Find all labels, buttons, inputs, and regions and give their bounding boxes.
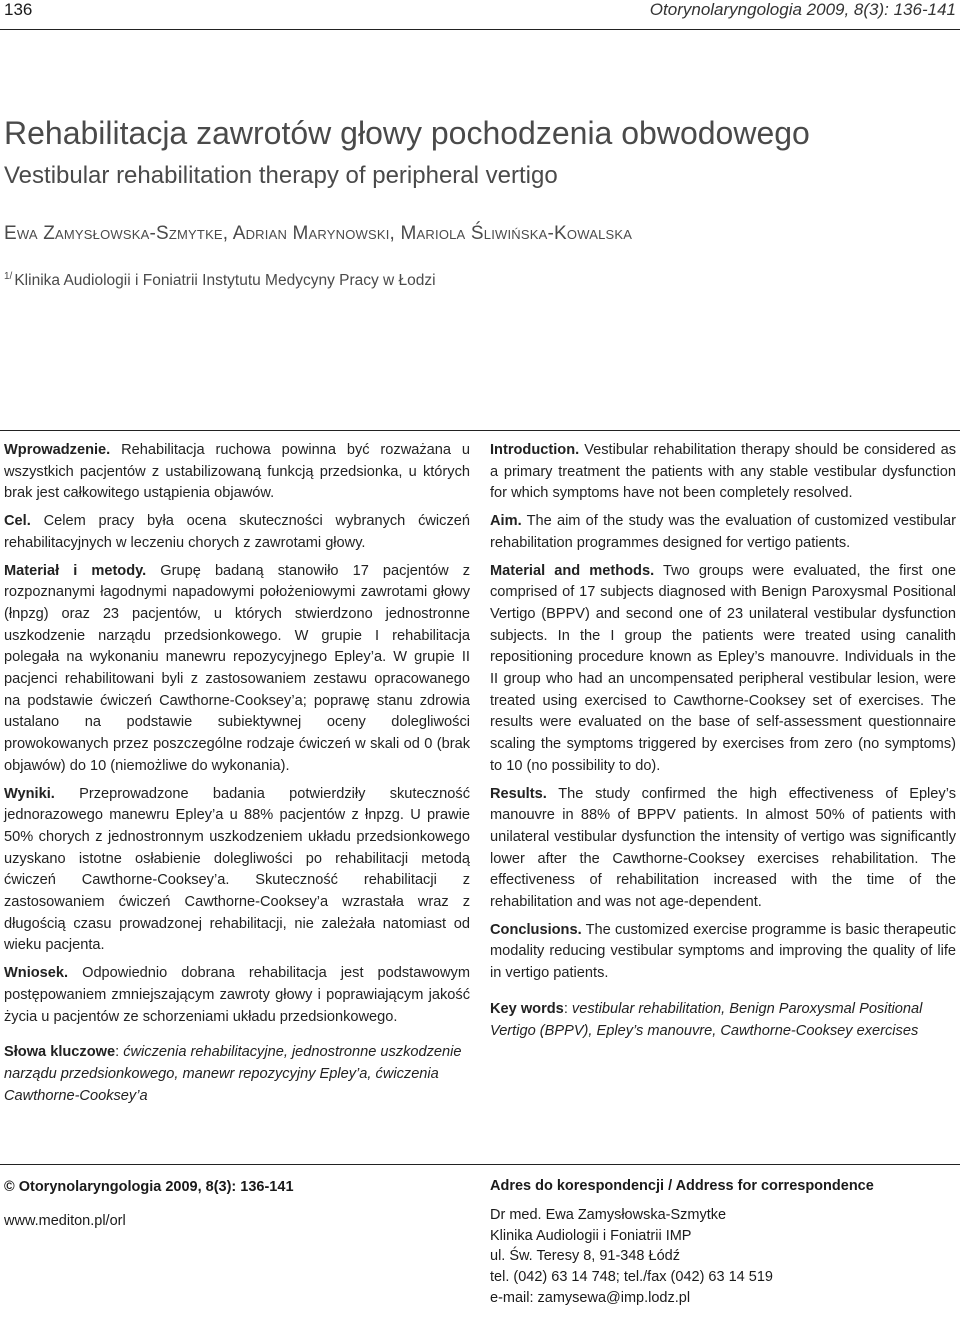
correspondence-org: Klinika Audiologii i Foniatrii IMP <box>490 1227 692 1244</box>
label-keywords-en: Key words <box>490 1000 564 1017</box>
abstract-pl-aim <box>4 511 470 554</box>
text-conclusion-en: The customized exercise programme is basic therapeutic modality reducing vestibular symptoms and improving the quality of life in vertigo patients. <box>490 921 956 982</box>
journal-citation: Otorynolaryngologia 2009, 8(3): 136-141 <box>649 0 956 19</box>
label-intro-en: Introduction. <box>490 442 580 458</box>
abstract-pl-conclusion <box>4 963 470 1028</box>
text-keywords-pl: ćwiczenia rehabilitacyjne, jednostronne uszkodzenie narządu przedsionkowego, manewr repozycyjny Epley’a, ćwiczenia Cawthorne-Cooksey’a <box>4 1044 462 1104</box>
abstract-pl-results <box>4 784 470 958</box>
label-conclusion-en: Conclusions. <box>490 921 582 938</box>
correspondence-email-link[interactable]: e-mail: zamysewa@imp.lodz.pl <box>490 1289 691 1306</box>
abstract-rule <box>0 430 960 431</box>
label-aim-pl: Cel. <box>4 513 31 530</box>
label-methods-pl: Materiał i metody. <box>4 562 147 579</box>
correspondence-phone: tel. (042) 63 14 748; tel./fax (042) 63 14 519 <box>490 1269 773 1286</box>
keywords-pl: Słowa kluczowe: ćwiczenia rehabilitacyjne, jednostronne uszkodzenie narządu przedsionkowego, manewr repozycyjny Epley’a, ćwiczenia Cawthorne-Cooksey’a <box>4 1044 462 1104</box>
label-methods-en: Material and methods. <box>490 562 655 579</box>
affiliation-marker: 1/ <box>4 271 13 282</box>
label-results-pl: Wyniki. <box>4 785 55 802</box>
authors: Ewa Zamysłowska-Szmytke, Adrian Marynowski, Mariola Śliwińska-Kowalska <box>4 223 633 244</box>
text-results-en: The study confirmed the high effectiveness of Epley’s manouvre in 88% of BPPV patients. In almost 50% of patients with unilateral vestibular dysfunction the intensity of vertigo was significantly lower after the Cawthorne-Cooksey exercises rehabilitation. The effectiveness of rehabilitation increased with the time of the rehabilitation and was not age-dependent. <box>490 785 956 911</box>
correspondence-title: Adres do korespondencji / Address for correspondence <box>490 1178 874 1194</box>
journal-url-link[interactable]: www.mediton.pl/orl <box>4 1213 126 1229</box>
title-block <box>4 113 944 290</box>
correspondence-name: Dr med. Ewa Zamysłowska-Szmytke <box>490 1206 727 1223</box>
abstract-en-results <box>490 784 956 914</box>
affiliation-text: Klinika Audiologii i Foniatrii Instytutu Medycyny Pracy w Łodzi <box>14 272 436 290</box>
text-intro-pl: Rehabilitacja ruchowa powinna być rozważana u wszystkich pacjentów z ustabilizowaną funkcją przedsionka, u których brak jest całkowitego ustąpienia objawów. <box>4 442 470 502</box>
title-english: Vestibular rehabilitation therapy of peripheral vertigo <box>4 162 558 189</box>
label-aim-en: Aim. <box>490 513 522 530</box>
footer-rule <box>0 1164 960 1165</box>
text-aim-pl: Celem pracy była ocena skuteczności wybranych ćwiczeń rehabilitacyjnych w leczeniu chorych z zawrotami głowy. <box>4 513 470 551</box>
text-methods-en: Two groups were evaluated, the first one comprised of 17 subjects diagnosed with Benign Paroxysmal Positional Vertigo (BPPV) and second one of 23 unilateral vestibular dysfunction subjects. In the I group the patients were treated using canalith repositioning procedure known as Epley’s manouvre. Individuals in the II group who had an uncompensated peripheral vestibular lesion, were treated using exercised to Cawthorne-Cooksey set of exercises. The results were evaluated on the base of self-assessment questionnaire scaling the symptoms triggered by exercises from zero (no symptoms) to 10 (no possibility to do). <box>490 562 956 774</box>
footer-left <box>4 1176 464 1232</box>
correspondence-street: ul. Św. Teresy 8, 91-348 Łódź <box>490 1248 680 1265</box>
affiliation <box>4 271 944 290</box>
abstract-en-aim <box>490 511 956 554</box>
text-results-pl: Przeprowadzone badania potwierdziły skuteczność jednorazowego manewru Epley’a u 88% pacjentów z łnpzg. U prawie 50% chorych z jednostronnym uszkodzeniem układu przedsionkowego uzyskano istotne osłabienie dolegliwości po rehabilitacji metodą ćwiczeń Cawthorne-Cooksey’a. Skuteczność rehabilitacji z zastosowaniem ćwiczeń Cawthorne-Cooksey’a wzrastała wraz z długością czasu prowadzonej rehabilitacji, nie zależała natomiast od wieku pacjenta. <box>4 785 470 954</box>
page-number: 136 <box>4 0 33 19</box>
page-header <box>0 0 960 26</box>
text-aim-en: The aim of the study was the evaluation of customized vestibular rehabilitation programmes designed for vertigo patients. <box>490 513 956 551</box>
label-keywords-pl: Słowa kluczowe <box>4 1044 116 1061</box>
title-polish: Rehabilitacja zawrotów głowy pochodzenia obwodowego <box>4 115 810 151</box>
label-intro-pl: Wprowadzenie. <box>4 442 111 458</box>
correspondence <box>490 1176 956 1309</box>
text-conclusion-pl: Odpowiednio dobrana rehabilitacja jest podstawowym postępowaniem zmniejszającym zawroty głowy i poprawiającym jakość życia u pacjentów ze schorzeniami układu przedsionkowego. <box>4 965 470 1025</box>
abstract-polish <box>4 440 470 1113</box>
abstract-pl-intro <box>4 440 470 505</box>
text-keywords-en: vestibular rehabilitation, Benign Paroxysmal Positional Vertigo (BPPV), Epley’s manouvre, Cawthorne-Cooksey exercises <box>490 1000 923 1039</box>
abstract-en-intro <box>490 440 956 505</box>
abstract-english <box>490 440 956 1048</box>
text-intro-en: Vestibular rehabilitation therapy should be considered as a primary treatment the patients with any stable vestibular dysfunction for which symptoms have not been completely resolved. <box>490 442 956 502</box>
abstract-pl-methods <box>4 561 470 778</box>
abstract-en-conclusion <box>490 920 956 985</box>
journal-reference: © Otorynolaryngologia 2009, 8(3): 136-141 <box>4 1179 294 1195</box>
header-rule <box>0 29 960 30</box>
keywords-en: Key words: vestibular rehabilitation, Benign Paroxysmal Positional Vertigo (BPPV), Epley’s manouvre, Cawthorne-Cooksey exercises <box>490 1000 923 1039</box>
text-methods-pl: Grupę badaną stanowiło 17 pacjentów z rozpoznanymi łagodnymi napadowymi położeniowymi zawrotami głowy (łnpzg) oraz 23 pacjentów, u których stwierdzono jednostronne uszkodzenie narządu przedsionkowego. W grupie I rehabilitacja polegała na wykonaniu manewru repozycyjnego Epley’a. W grupie II pacjenci rehabilitowani byli z zastosowaniem zestawu opracowanego na podstawie ćwiczeń Cawthorne-Cooksey’a; poprawę stanu zdrowia ustalano na podstawie subiektywnej oceny dolegliwości prowokowanych przez poszczególne rodzaje ćwiczeń w skali od 0 (brak objawów) do 10 (niemożliwe do wykonania). <box>4 562 471 774</box>
label-conclusion-pl: Wniosek. <box>4 965 69 982</box>
abstract-en-methods <box>490 561 956 778</box>
label-results-en: Results. <box>490 785 547 802</box>
